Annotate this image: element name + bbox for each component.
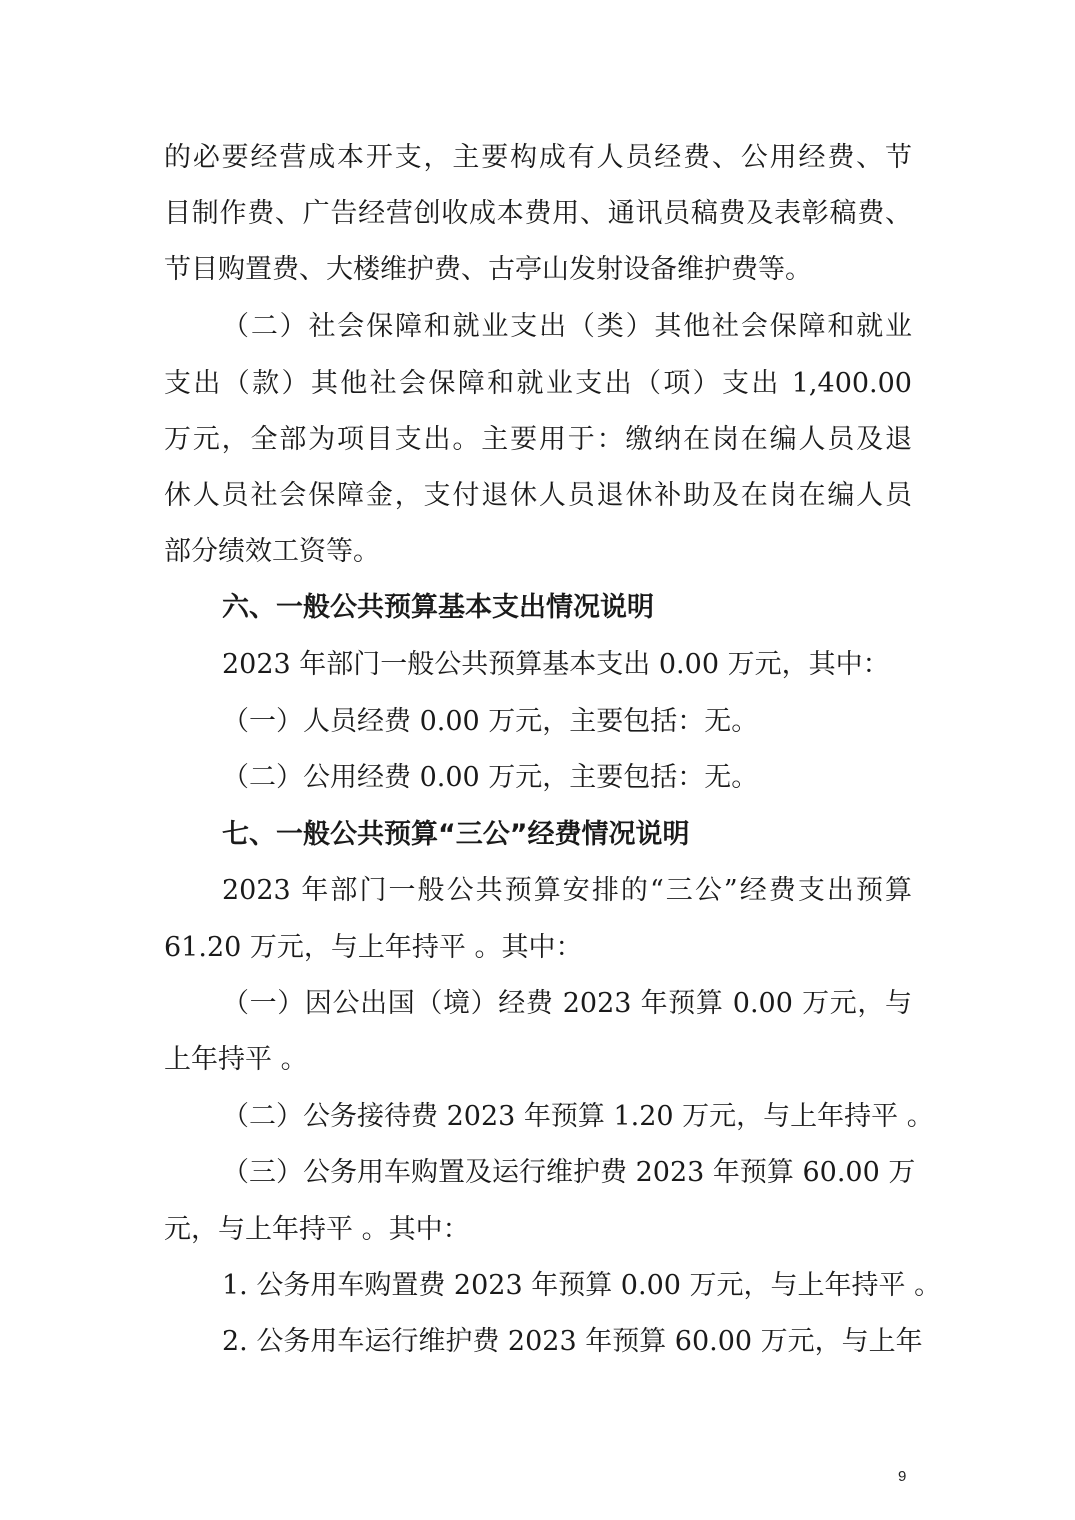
paragraph-line: （一）因公出国（境）经费 2023 年预算 0.00 万元，与 [222, 988, 912, 1019]
page-number: 9 [898, 1468, 907, 1485]
paragraph-line: 61.20 万元，与上年持平 。其中： [164, 932, 583, 963]
section-heading-6: 六、一般公共预算基本支出情况说明 [222, 592, 654, 623]
paragraph-line: （二）社会保障和就业支出（类）其他社会保障和就业 [222, 311, 912, 342]
paragraph-line: 万元，全部为项目支出。主要用于：缴纳在岗在编人员及退 [164, 424, 912, 455]
paragraph-line: 元，与上年持平 。其中： [164, 1214, 470, 1245]
paragraph-line: 2023 年部门一般公共预算安排的“三公”经费支出预算 [222, 875, 912, 906]
paragraph-line: 2. 公务用车运行维护费 2023 年预算 60.00 万元，与上年 [222, 1326, 923, 1357]
paragraph-line: 上年持平 。 [164, 1044, 308, 1075]
paragraph-line: （二）公务接待费 2023 年预算 1.20 万元，与上年持平 。 [222, 1101, 934, 1132]
paragraph-line: （一）人员经费 0.00 万元，主要包括：无。 [222, 706, 759, 737]
paragraph-line: 休人员社会保障金，支付退休人员退休补助及在岗在编人员 [164, 480, 912, 511]
paragraph-line: （二）公用经费 0.00 万元，主要包括：无。 [222, 762, 759, 793]
paragraph-line: 的必要经营成本开支，主要构成有人员经费、公用经费、节 [164, 142, 912, 173]
paragraph-line: 部分绩效工资等。 [164, 536, 380, 567]
paragraph-line: 1. 公务用车购置费 2023 年预算 0.00 万元，与上年持平 。 [222, 1270, 942, 1301]
paragraph-line: 2023 年部门一般公共预算基本支出 0.00 万元，其中： [222, 649, 890, 680]
section-heading-7: 七、一般公共预算“三公”经费情况说明 [222, 819, 690, 850]
paragraph-line: 节目购置费、大楼维护费、古亭山发射设备维护费等。 [164, 254, 812, 285]
paragraph-line: （三）公务用车购置及运行维护费 2023 年预算 60.00 万 [222, 1157, 916, 1188]
paragraph-line: 目制作费、广告经营创收成本费用、通讯员稿费及表彰稿费、 [164, 198, 912, 229]
paragraph-line: 支出（款）其他社会保障和就业支出（项）支出 1,400.00 [164, 368, 912, 399]
